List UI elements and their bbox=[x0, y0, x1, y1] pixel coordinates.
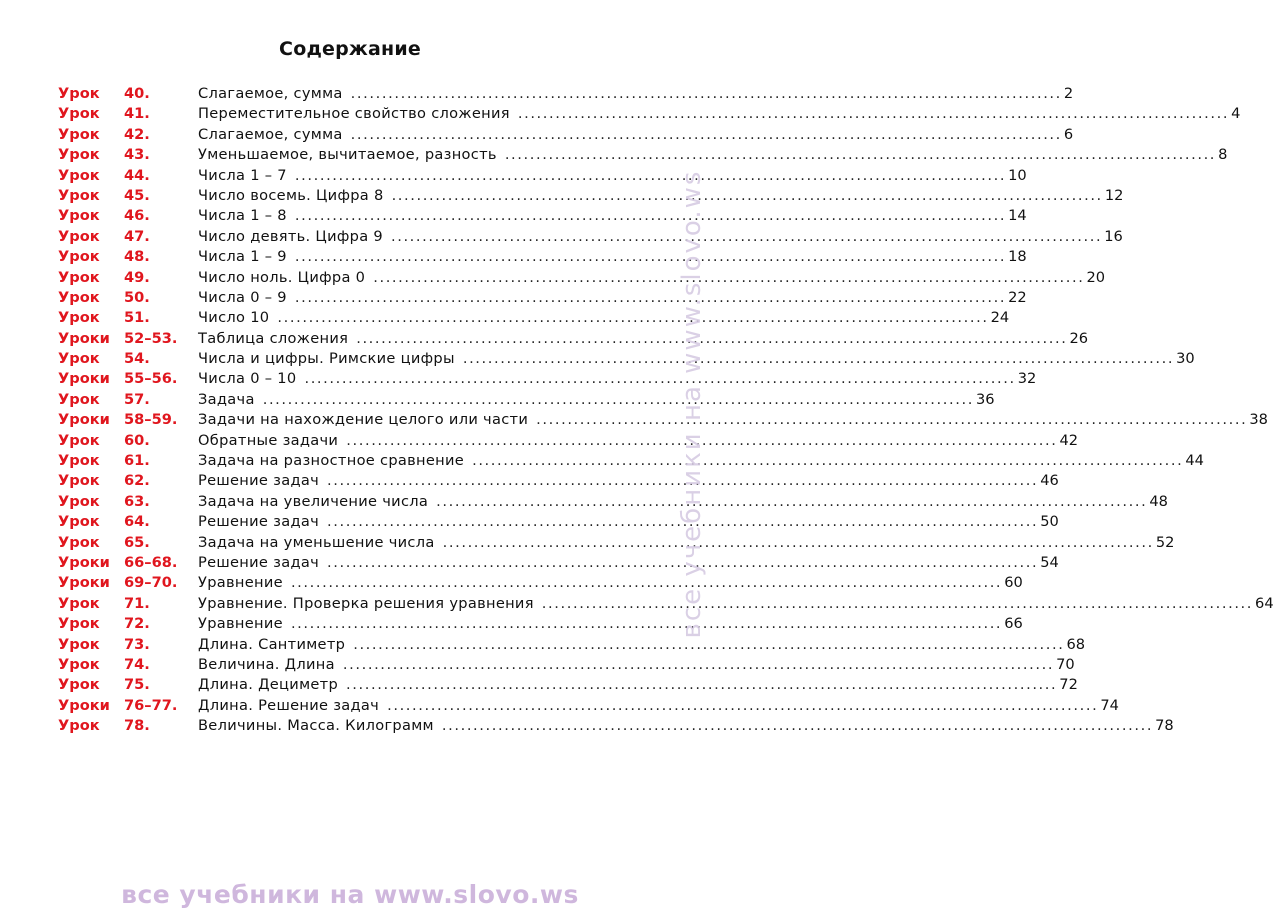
lesson-topic: Число 10 bbox=[198, 309, 270, 327]
lesson-number: 60. bbox=[124, 431, 150, 449]
page-number: 60 bbox=[1004, 574, 1023, 592]
lesson-label: Урок bbox=[58, 248, 100, 266]
lesson-topic: Величины. Масса. Килограмм bbox=[198, 717, 434, 735]
page-number: 44 bbox=[1185, 452, 1204, 470]
lesson-topic: Длина. Дециметр bbox=[198, 676, 339, 694]
dot-leader: .................................................................................................................. bbox=[342, 655, 1055, 673]
dot-leader: .................................................................................................................. bbox=[436, 492, 1148, 510]
dot-leader: .................................................................................................................. bbox=[346, 676, 1058, 694]
lesson-label: Урок bbox=[58, 615, 100, 633]
page-number: 66 bbox=[1004, 615, 1023, 633]
lesson-label: Урок bbox=[58, 146, 100, 164]
toc-entry bbox=[58, 329, 1089, 349]
lesson-number: 40. bbox=[124, 85, 150, 102]
dot-leader: .................................................................................................................. bbox=[504, 146, 1217, 164]
page-number: 14 bbox=[1008, 207, 1027, 225]
lesson-number: 76–77. bbox=[124, 696, 178, 714]
page-number: 72 bbox=[1059, 676, 1078, 694]
lesson-number: 61. bbox=[124, 452, 150, 470]
lesson-topic: Числа 1 – 8 bbox=[198, 207, 287, 225]
page-number: 64 bbox=[1255, 594, 1274, 612]
lesson-label: Урок bbox=[58, 350, 100, 368]
page-number: 10 bbox=[1008, 166, 1027, 184]
lesson-label: Урок bbox=[58, 452, 100, 470]
page-number: 32 bbox=[1017, 370, 1037, 388]
page-number: 78 bbox=[1155, 717, 1174, 735]
toc-entry bbox=[58, 104, 1241, 124]
lesson-topic: Число восемь. Цифра 8 bbox=[198, 186, 384, 204]
lesson-topic: Слагаемое, сумма bbox=[198, 125, 343, 143]
lesson-topic: Числа 0 – 10 bbox=[198, 370, 297, 388]
lesson-topic: Обратные задачи bbox=[198, 431, 339, 449]
toc-entry bbox=[58, 247, 1027, 267]
lesson-number: 44. bbox=[124, 166, 150, 184]
lesson-number: 46. bbox=[124, 207, 150, 225]
lesson-label: Уроки bbox=[58, 696, 110, 714]
lesson-topic: Числа и цифры. Римские цифры bbox=[198, 350, 455, 368]
lesson-label: Урок bbox=[58, 186, 100, 204]
toc-entry bbox=[58, 492, 1168, 512]
page-number: 18 bbox=[1008, 248, 1027, 266]
dot-leader: .................................................................................................................. bbox=[517, 105, 1230, 123]
dot-leader: .................................................................................................................. bbox=[327, 472, 1039, 490]
toc-entry bbox=[58, 431, 1079, 451]
dot-leader: .................................................................................................................. bbox=[294, 248, 1007, 266]
lesson-number: 58–59. bbox=[124, 411, 178, 429]
lesson-label: Уроки bbox=[58, 370, 110, 388]
lesson-number: 64. bbox=[124, 513, 150, 531]
toc-entry bbox=[58, 84, 1074, 104]
page-number: 68 bbox=[1066, 635, 1086, 653]
lesson-label: Урок bbox=[58, 390, 100, 408]
lesson-topic: Решение задач bbox=[198, 553, 320, 571]
toc-entry bbox=[58, 369, 1037, 389]
lesson-label: Урок bbox=[58, 207, 100, 225]
lesson-number: 51. bbox=[124, 309, 150, 327]
page-number: 48 bbox=[1149, 492, 1168, 510]
lesson-label: Урок bbox=[58, 166, 100, 184]
toc-entry bbox=[58, 512, 1059, 532]
page-number: 50 bbox=[1040, 513, 1059, 531]
toc-entry bbox=[58, 471, 1059, 491]
lesson-number: 57. bbox=[124, 390, 150, 408]
lesson-topic: Уравнение bbox=[198, 615, 283, 633]
lesson-label: Уроки bbox=[58, 553, 110, 571]
page-number: 52 bbox=[1155, 533, 1175, 551]
toc-entry bbox=[58, 308, 1010, 328]
lesson-topic: Длина. Решение задач bbox=[198, 696, 380, 714]
lesson-label: Урок bbox=[58, 125, 100, 143]
lesson-topic: Задачи на нахождение целого или части bbox=[198, 411, 529, 429]
page-number: 24 bbox=[990, 309, 1010, 327]
toc-entry bbox=[58, 675, 1078, 695]
dot-leader: .................................................................................................................. bbox=[353, 635, 1065, 653]
toc-entry bbox=[58, 227, 1123, 247]
lesson-label: Урок bbox=[58, 431, 100, 449]
lesson-topic: Задача bbox=[198, 390, 255, 408]
toc-entry bbox=[58, 206, 1027, 226]
toc-entry bbox=[58, 349, 1195, 369]
toc-entry bbox=[58, 268, 1106, 288]
lesson-label: Урок bbox=[58, 105, 100, 123]
lesson-number: 71. bbox=[124, 594, 150, 612]
toc-entry bbox=[58, 533, 1175, 553]
page-number: 16 bbox=[1104, 227, 1123, 245]
toc-entry bbox=[58, 145, 1228, 165]
dot-leader: .................................................................................................................. bbox=[391, 186, 1103, 204]
lesson-label: Уроки bbox=[58, 411, 110, 429]
lesson-topic: Слагаемое, сумма bbox=[198, 85, 343, 102]
toc-entry bbox=[58, 451, 1204, 471]
lesson-label: Урок bbox=[58, 676, 100, 694]
dot-leader: .................................................................................................................. bbox=[277, 309, 989, 327]
side-watermark: все учебники на www.slovo.ws bbox=[677, 169, 707, 639]
dot-leader: .................................................................................................................. bbox=[262, 390, 974, 408]
page-number: 4 bbox=[1231, 105, 1241, 123]
dot-leader: .................................................................................................................. bbox=[350, 85, 1062, 102]
lesson-number: 65. bbox=[124, 533, 150, 551]
toc-entry bbox=[58, 166, 1027, 186]
page-number: 22 bbox=[1008, 288, 1027, 306]
dot-leader: .................................................................................................................. bbox=[462, 350, 1175, 368]
lesson-label: Урок bbox=[58, 268, 100, 286]
dot-leader: .................................................................................................................. bbox=[294, 207, 1007, 225]
lesson-number: 49. bbox=[124, 268, 150, 286]
lesson-number: 52–53. bbox=[124, 329, 178, 347]
page-number: 74 bbox=[1100, 696, 1119, 714]
lesson-topic: Таблица сложения bbox=[198, 329, 349, 347]
page-number: 42 bbox=[1059, 431, 1079, 449]
lesson-number: 72. bbox=[124, 615, 150, 633]
dot-leader: .................................................................................................................. bbox=[541, 594, 1254, 612]
page-number: 12 bbox=[1104, 186, 1124, 204]
dot-leader: .................................................................................................................. bbox=[441, 717, 1154, 735]
toc-entry bbox=[58, 573, 1023, 593]
page-number: 2 bbox=[1063, 85, 1074, 102]
dot-leader: .................................................................................................................. bbox=[373, 268, 1085, 286]
lesson-topic: Задача на разностное сравнение bbox=[198, 452, 465, 470]
lesson-topic: Уравнение bbox=[198, 574, 283, 592]
lesson-label: Урок bbox=[58, 513, 100, 531]
lesson-number: 45. bbox=[124, 186, 150, 204]
lesson-topic: Величина. Длина bbox=[198, 655, 335, 673]
lesson-label: Урок bbox=[58, 492, 100, 510]
toc-entry bbox=[58, 390, 995, 410]
lesson-topic: Решение задач bbox=[198, 513, 320, 531]
lesson-topic: Числа 1 – 9 bbox=[198, 248, 287, 266]
lesson-number: 75. bbox=[124, 676, 150, 694]
lesson-label: Урок bbox=[58, 288, 100, 306]
lesson-number: 43. bbox=[124, 146, 150, 164]
toc-entry bbox=[58, 410, 1268, 430]
lesson-number: 47. bbox=[124, 227, 150, 245]
toc-entry bbox=[58, 716, 1174, 736]
lesson-label: Урок bbox=[58, 655, 100, 673]
page-number: 46 bbox=[1040, 472, 1059, 490]
lesson-label: Уроки bbox=[58, 329, 110, 347]
dot-leader: .................................................................................................................. bbox=[290, 615, 1003, 633]
lesson-topic: Число девять. Цифра 9 bbox=[198, 227, 383, 245]
page-number: 20 bbox=[1086, 268, 1106, 286]
toc-entry bbox=[58, 288, 1027, 308]
lesson-number: 63. bbox=[124, 492, 150, 510]
toc-entry bbox=[58, 655, 1075, 675]
lesson-topic: Решение задач bbox=[198, 472, 320, 490]
lesson-label: Урок bbox=[58, 227, 100, 245]
lesson-number: 42. bbox=[124, 125, 150, 143]
lesson-number: 55–56. bbox=[124, 370, 178, 388]
page-title: Содержание bbox=[279, 38, 421, 60]
toc-entry bbox=[58, 186, 1124, 206]
bottom-watermark: все учебники на www.slovo.ws bbox=[121, 880, 579, 909]
lesson-label: Уроки bbox=[58, 574, 110, 592]
lesson-number: 54. bbox=[124, 350, 150, 368]
page-number: 30 bbox=[1176, 350, 1195, 368]
lesson-number: 66–68. bbox=[124, 553, 178, 571]
dot-leader: .................................................................................................................. bbox=[327, 553, 1039, 571]
lesson-number: 78. bbox=[124, 717, 150, 735]
toc-entry bbox=[58, 594, 1274, 614]
page-number: 26 bbox=[1069, 329, 1089, 347]
dot-leader: .................................................................................................................. bbox=[472, 452, 1184, 470]
lesson-number: 74. bbox=[124, 655, 150, 673]
lesson-topic: Числа 0 – 9 bbox=[198, 288, 287, 306]
lesson-topic: Задача на уменьшение числа bbox=[198, 533, 435, 551]
page-number: 8 bbox=[1218, 146, 1228, 164]
page-number: 6 bbox=[1063, 125, 1074, 143]
toc-entry bbox=[58, 553, 1059, 573]
lesson-number: 62. bbox=[124, 472, 150, 490]
lesson-number: 48. bbox=[124, 248, 150, 266]
lesson-label: Урок bbox=[58, 717, 100, 735]
lesson-topic: Переместительное свойство сложения bbox=[198, 105, 510, 123]
dot-leader: .................................................................................................................. bbox=[536, 411, 1248, 429]
page-number: 36 bbox=[975, 390, 995, 408]
lesson-topic: Длина. Сантиметр bbox=[198, 635, 346, 653]
dot-leader: .................................................................................................................. bbox=[356, 329, 1068, 347]
lesson-label: Урок bbox=[58, 533, 100, 551]
dot-leader: .................................................................................................................. bbox=[327, 513, 1039, 531]
dot-leader: .................................................................................................................. bbox=[290, 574, 1003, 592]
page-number: 54 bbox=[1040, 553, 1059, 571]
lesson-number: 50. bbox=[124, 288, 150, 306]
dot-leader: .................................................................................................................. bbox=[390, 227, 1103, 245]
toc-entry bbox=[58, 696, 1119, 716]
page-number: 70 bbox=[1056, 655, 1075, 673]
lesson-number: 73. bbox=[124, 635, 150, 653]
dot-leader: .................................................................................................................. bbox=[346, 431, 1058, 449]
dot-leader: .................................................................................................................. bbox=[350, 125, 1062, 143]
dot-leader: .................................................................................................................. bbox=[294, 288, 1007, 306]
lesson-label: Урок bbox=[58, 594, 100, 612]
page-number: 38 bbox=[1249, 411, 1268, 429]
dot-leader: .................................................................................................................. bbox=[442, 533, 1154, 551]
lesson-topic: Уравнение. Проверка решения уравнения bbox=[198, 594, 534, 612]
lesson-label: Урок bbox=[58, 85, 100, 102]
lesson-number: 69–70. bbox=[124, 574, 178, 592]
dot-leader: .................................................................................................................. bbox=[304, 370, 1016, 388]
toc-entry bbox=[58, 635, 1086, 655]
lesson-topic: Число ноль. Цифра 0 bbox=[198, 268, 366, 286]
lesson-topic: Задача на увеличение числа bbox=[198, 492, 429, 510]
lesson-label: Урок bbox=[58, 472, 100, 490]
dot-leader: .................................................................................................................. bbox=[294, 166, 1007, 184]
toc-entry bbox=[58, 614, 1023, 634]
lesson-topic: Числа 1 – 7 bbox=[198, 166, 287, 184]
toc-entry bbox=[58, 125, 1074, 145]
lesson-label: Урок bbox=[58, 309, 100, 327]
lesson-topic: Уменьшаемое, вычитаемое, разность bbox=[198, 146, 497, 164]
lesson-number: 41. bbox=[124, 105, 150, 123]
lesson-label: Урок bbox=[58, 635, 100, 653]
dot-leader: .................................................................................................................. bbox=[387, 696, 1099, 714]
